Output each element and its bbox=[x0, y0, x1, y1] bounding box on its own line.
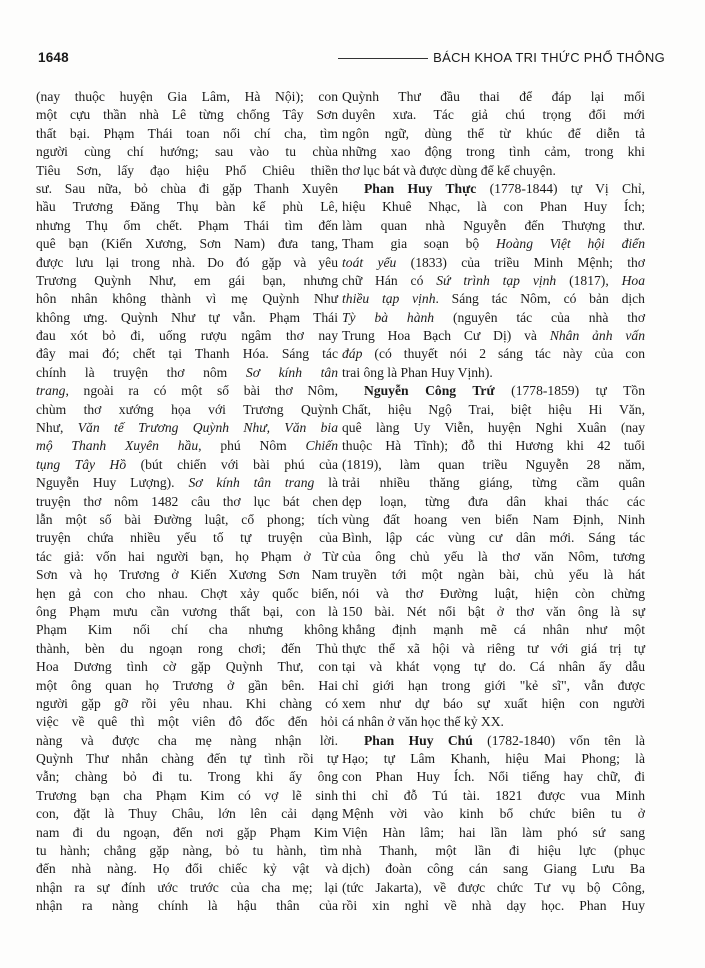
text-segment: trải nhiều thăng giáng, từng cầm quân bbox=[342, 475, 645, 491]
text-line bbox=[36, 750, 338, 768]
text-segment: 150 bài. Nét nổi bật ở thơ văn ông là sự bbox=[342, 603, 645, 619]
text-segment: Quỳnh Thư đầu thai để đáp lại mối bbox=[342, 89, 645, 104]
text-segment: được lưu lại trong nhà. Do đó gặp và yêu bbox=[36, 254, 338, 270]
text-line bbox=[36, 732, 338, 750]
work-title: thiều tạp vịnh bbox=[342, 291, 436, 307]
text-line bbox=[36, 309, 338, 327]
text-line bbox=[342, 456, 645, 474]
text-line bbox=[342, 842, 645, 860]
text-line bbox=[342, 493, 645, 511]
text-segment: thực thể xã hội và riêng tư với giá trị tự bbox=[342, 640, 645, 656]
text-segment: khẳng định mạnh mẽ cá nhân như một bbox=[342, 622, 645, 638]
text-line bbox=[342, 143, 645, 161]
text-segment: cá nhân ở văn học thế kỷ XX. bbox=[342, 714, 504, 730]
text-segment: là bbox=[314, 475, 339, 491]
text-segment: dẹp loạn, từng đưa dân khai thác các bbox=[342, 493, 645, 509]
work-title: mộ Thanh Xuyên hầu bbox=[36, 438, 199, 454]
text-line bbox=[342, 621, 645, 639]
text-line bbox=[36, 143, 338, 161]
text-segment: những xao động trong tình cảm, trong khi bbox=[342, 144, 645, 160]
work-title: tụng Tây Hồ bbox=[36, 456, 127, 472]
text-segment: sư. Sau nữa, bỏ chùa đi gặp Thanh Xuyên bbox=[36, 180, 338, 196]
work-title: Tỳ bà hành bbox=[342, 309, 435, 325]
text-line bbox=[342, 419, 645, 437]
text-segment: hầu Trương Đăng Thụ bàn kế phù Lê, bbox=[36, 199, 338, 215]
text-line bbox=[342, 327, 645, 345]
text-segment: không ưng. Quỳnh Như tự vẫn. Phạm Thái bbox=[36, 309, 338, 325]
text-line bbox=[36, 585, 338, 603]
work-title: trang bbox=[36, 383, 66, 399]
text-segment: thất bại. Phạm Thái toan nối chí cha, tìm bbox=[36, 125, 338, 141]
text-segment: nàng và được cha mẹ nàng nhận lời. bbox=[36, 732, 338, 748]
text-line bbox=[36, 677, 338, 695]
text-segment: con Phan Huy Ích. Nổi tiếng hay chữ, đi bbox=[342, 769, 645, 785]
text-line bbox=[342, 732, 645, 750]
entry-name: Nguyễn Công Trứ bbox=[364, 383, 495, 399]
text-line bbox=[36, 345, 338, 363]
text-line bbox=[342, 474, 645, 492]
text-line bbox=[342, 382, 645, 400]
text-line bbox=[342, 713, 645, 731]
text-line bbox=[36, 290, 338, 308]
text-line bbox=[342, 805, 645, 823]
text-segment: Trung Hoa Bạch Cư Dị) và bbox=[342, 328, 550, 344]
text-line bbox=[36, 842, 338, 860]
text-segment: Tham gia soạn bộ bbox=[342, 236, 496, 252]
text-line bbox=[36, 511, 338, 529]
text-segment: Tiêu Sơn, lấy đạo hiệu Phổ Chiêu thiền bbox=[36, 162, 338, 178]
text-segment: hiệu Khuê Nhạc, là con Phan Huy Ích; bbox=[342, 199, 645, 215]
text-line bbox=[342, 364, 645, 382]
text-line bbox=[342, 658, 645, 676]
text-segment: hẹn gả con cho nhau. Chợt xảy quốc biến, bbox=[36, 585, 338, 601]
text-line bbox=[342, 106, 645, 124]
text-line bbox=[342, 309, 645, 327]
text-segment: Viện Hàn lâm; hai lần làm phó sứ sang bbox=[342, 824, 645, 840]
work-title: Hoa bbox=[621, 272, 646, 288]
text-line bbox=[36, 401, 338, 419]
text-segment: quê bạn (Kiến Xương, Sơn Nam) đưa tang, bbox=[36, 236, 338, 252]
text-segment: trai ông là Phan Huy Vịnh). bbox=[342, 364, 493, 380]
text-line bbox=[36, 254, 338, 272]
work-title: Hoàng Việt hội điển bbox=[495, 236, 646, 252]
text-segment: nhà Thanh, một lần đi hiệu lực (phục bbox=[342, 843, 645, 859]
text-line bbox=[342, 401, 645, 419]
text-segment: một cựu thần nhà Lê từng chống Tây Sơn bbox=[36, 107, 338, 123]
page-header bbox=[38, 46, 665, 70]
text-line bbox=[36, 805, 338, 823]
text-line bbox=[36, 768, 338, 786]
text-line bbox=[342, 217, 645, 235]
text-segment: thuộc Hà Tĩnh); đỗ thi Hương khi 42 tuổi bbox=[342, 438, 645, 454]
text-segment: người cùng chí hướng; sau vào tu chùa bbox=[36, 144, 338, 160]
text-line bbox=[36, 235, 338, 253]
text-segment: Hoa Dương tình cờ gặp Quỳnh Thư, con bbox=[36, 659, 338, 675]
text-segment: Như, bbox=[36, 420, 78, 436]
text-segment: Mệnh vời vào kinh bổ chức biên tu ở bbox=[342, 806, 645, 822]
text-segment: duyên xưa. Tác giả chú trọng đổi mới bbox=[342, 107, 645, 123]
text-line bbox=[36, 493, 338, 511]
text-segment: Phạm Kim nối chí cha nhưng không bbox=[36, 622, 338, 638]
text-segment: (1819), làm quan triều Nguyễn 28 năm, bbox=[342, 456, 645, 472]
text-line bbox=[342, 437, 645, 455]
work-title: Sơ kính tân bbox=[245, 364, 339, 380]
text-line bbox=[36, 327, 338, 345]
text-segment: lẫn một số bài Đường luật, cổ phong; tích bbox=[36, 511, 338, 527]
left-text-column bbox=[36, 88, 338, 916]
text-segment: (1782-1840) vốn tên là bbox=[472, 732, 646, 748]
text-line bbox=[342, 198, 645, 216]
text-segment: Bình, lập các vùng cư dân mới. Sáng tác bbox=[342, 530, 645, 546]
text-segment: ông Phạm mưu cần vương thất bại, con là bbox=[36, 603, 338, 619]
text-line bbox=[36, 180, 338, 198]
entry-name: Phan Huy Thực bbox=[364, 180, 477, 196]
header-rule bbox=[338, 58, 428, 59]
text-line bbox=[36, 437, 338, 455]
text-line bbox=[36, 695, 338, 713]
text-line bbox=[36, 198, 338, 216]
text-segment: nói và thơ Đường luật, hiện còn chừng bbox=[342, 585, 645, 601]
work-title: Chiến bbox=[305, 438, 338, 454]
text-line bbox=[36, 879, 338, 897]
text-segment: đây mai đó; chết tại Thanh Hóa. Sáng tác bbox=[36, 346, 338, 362]
text-segment: thơ lục bát và được dùng để kể chuyện. bbox=[342, 162, 556, 178]
text-line bbox=[36, 603, 338, 621]
text-segment: tác giả: vốn hai người bạn, họ Phạm ở Từ bbox=[36, 548, 338, 564]
text-line bbox=[342, 254, 645, 272]
text-line bbox=[342, 768, 645, 786]
text-segment: truyền tới một ngàn bài, chủ yếu là hát bbox=[342, 567, 645, 583]
work-title: Sơ kính tân trang bbox=[188, 475, 315, 491]
text-line bbox=[342, 824, 645, 842]
text-line bbox=[36, 897, 338, 915]
text-line bbox=[36, 529, 338, 547]
text-segment: chùm thơ xướng họa với Trương Quỳnh bbox=[36, 401, 338, 417]
text-line bbox=[36, 566, 338, 584]
text-segment: chính là truyện thơ nôm bbox=[36, 364, 246, 380]
text-segment: vẫn; chàng bỏ đi tu. Trong khi ấy ông bbox=[36, 769, 338, 785]
text-line bbox=[342, 879, 645, 897]
text-line bbox=[36, 162, 338, 180]
text-segment: (nguyên tác của nhà thơ bbox=[434, 309, 646, 325]
text-line bbox=[342, 88, 645, 106]
right-text-column bbox=[342, 88, 645, 916]
text-segment: xem như dự báo sự xuất hiện con người bbox=[342, 695, 645, 711]
text-segment: (1833) của triều Minh Mệnh; thơ bbox=[396, 254, 645, 270]
text-segment: tại và khát vọng tự do. Cá nhân ấy dẫu bbox=[342, 659, 645, 675]
text-line bbox=[342, 695, 645, 713]
work-title: Sứ trình tạp vịnh bbox=[436, 272, 557, 288]
text-segment: nhận ra nàng chính là hậu thân của bbox=[36, 898, 338, 914]
text-line bbox=[36, 548, 338, 566]
text-segment: đến nhà nàng. Họ đổi chiếc kỷ vật và bbox=[36, 861, 338, 877]
text-segment: dịch) đoàn công cán sang Giang Lưu Ba bbox=[342, 861, 645, 877]
work-title: Nhân ảnh vấn bbox=[549, 328, 645, 344]
text-line bbox=[36, 713, 338, 731]
text-line bbox=[342, 640, 645, 658]
text-segment: nam đi du ngoạn, đến nơi gặp Phạm Kim bbox=[36, 824, 338, 840]
text-segment: tu hành; chẳng gặp nàng, bỏ tu hành, tìm bbox=[36, 843, 338, 859]
text-segment: (bút chiến với bài phú của bbox=[126, 456, 338, 472]
text-segment: (1778-1844) tự Vị Chỉ, bbox=[476, 180, 645, 196]
text-segment: Trương Quỳnh Như, em gái bạn, nhưng bbox=[36, 272, 338, 288]
text-line bbox=[342, 585, 645, 603]
work-title: toát yếu bbox=[342, 254, 397, 270]
text-line bbox=[342, 897, 645, 915]
text-segment: chữ Hán có bbox=[342, 272, 437, 288]
text-segment: truyện thơ nôm 1482 câu thơ lục bát chen bbox=[36, 493, 338, 509]
text-line bbox=[36, 787, 338, 805]
text-line bbox=[342, 603, 645, 621]
text-segment: , phú Nôm bbox=[198, 438, 306, 454]
text-line bbox=[342, 511, 645, 529]
text-segment: chỉ giới hạn trong giới "kẻ sĩ", vẫn được bbox=[342, 677, 645, 693]
text-line bbox=[342, 162, 645, 180]
text-line bbox=[36, 419, 338, 437]
text-line bbox=[36, 640, 338, 658]
text-line bbox=[342, 677, 645, 695]
text-segment: ngôn ngữ, dùng thể từ khúc để diễn tả bbox=[342, 125, 645, 141]
text-segment: người gặp gỡ rồi yêu nhau. Khi chàng có bbox=[36, 695, 338, 711]
text-segment: Hạo; tự Lâm Khanh, hiệu Mai Phong; là bbox=[342, 751, 645, 767]
text-segment: Quỳnh Thư nhắn chàng đến tự tình rồi tự bbox=[36, 751, 338, 767]
text-segment: đau xót bỏ đi, uống rượu ngâm thơ nay bbox=[36, 328, 338, 344]
text-segment: vùng đất hoang ven biển Nam Định, Ninh bbox=[342, 511, 645, 527]
running-title: BÁCH KHOA TRI THỨC PHỔ THÔNG bbox=[433, 50, 665, 65]
text-segment: Chất, hiệu Ngộ Trai, biệt hiệu Hi Văn, bbox=[342, 401, 645, 417]
text-line bbox=[36, 217, 338, 235]
text-line bbox=[342, 787, 645, 805]
text-line bbox=[342, 750, 645, 768]
text-segment: truyện chứa nhiều yếu tố tự truyện của bbox=[36, 530, 338, 546]
text-line bbox=[342, 180, 645, 198]
text-line bbox=[342, 566, 645, 584]
text-line bbox=[36, 456, 338, 474]
text-segment: nhưng Thụ ốm chết. Phạm Thái tìm đến bbox=[36, 217, 338, 233]
text-line bbox=[36, 106, 338, 124]
text-line bbox=[342, 548, 645, 566]
text-segment: . Sáng tác Nôm, có bản dịch bbox=[435, 291, 645, 307]
text-line bbox=[36, 824, 338, 842]
text-segment: việc về quê thì một viên đô đốc đến hỏi bbox=[36, 714, 338, 730]
text-line bbox=[36, 621, 338, 639]
work-title: đáp bbox=[342, 346, 363, 362]
text-line bbox=[36, 474, 338, 492]
text-line bbox=[342, 235, 645, 253]
text-line bbox=[36, 364, 338, 382]
text-segment: hôn nhân không thành vì mẹ Quỳnh Như bbox=[36, 291, 338, 307]
text-segment: (nay thuộc huyện Gia Lâm, Hà Nội); con bbox=[36, 89, 338, 104]
text-line bbox=[342, 125, 645, 143]
text-segment: (1817), bbox=[556, 272, 622, 288]
text-segment: một ông quan họ Trương ở gần bên. Hai bbox=[36, 677, 338, 693]
text-segment: quê làng Uy Viễn, huyện Nghi Xuân (nay bbox=[342, 420, 645, 436]
text-line bbox=[36, 382, 338, 400]
text-line bbox=[36, 658, 338, 676]
text-segment: thành, bèn du ngoạn rong chơi; đến Thủ bbox=[36, 640, 338, 656]
text-line bbox=[36, 125, 338, 143]
text-segment: thi chỉ đỗ Tú tài. 1821 được vua Minh bbox=[342, 787, 645, 803]
text-segment: Nguyễn Huy Lượng). bbox=[36, 475, 189, 491]
text-segment: (1778-1859) tự Tồn bbox=[494, 383, 645, 399]
text-line bbox=[36, 272, 338, 290]
text-segment: làm quan nhà Nguyễn đến Thượng thư. bbox=[342, 217, 645, 233]
text-line bbox=[342, 290, 645, 308]
text-line bbox=[342, 272, 645, 290]
entry-name: Phan Huy Chú bbox=[364, 732, 473, 748]
text-segment: nhận ra sự đính ước trước của cha mẹ; lại bbox=[36, 879, 338, 895]
text-line bbox=[342, 529, 645, 547]
text-segment: (có thuyết nói 2 sáng tác này của con bbox=[362, 346, 645, 362]
text-line bbox=[342, 345, 645, 363]
text-line bbox=[342, 860, 645, 878]
work-title: Văn tế Trương Quỳnh Như, Văn bia bbox=[77, 420, 338, 436]
text-line bbox=[36, 860, 338, 878]
text-segment: rồi xin nghỉ về nhà dạy học. Phan Huy bbox=[342, 898, 645, 914]
text-segment: Trương bạn cha Phạm Kim có vợ lẽ sinh bbox=[36, 787, 338, 803]
text-segment: con, đặt là Thuy Châu, lớn lên cải dạng bbox=[36, 806, 338, 822]
text-line bbox=[36, 88, 338, 106]
text-segment: của ông chủ yếu là thơ văn Nôm, tương bbox=[342, 548, 645, 564]
text-segment: Sơn và họ Trương ở Kiến Xương Sơn Nam bbox=[36, 567, 338, 583]
text-segment: , ngoài ra có một số bài thơ Nôm, bbox=[65, 383, 338, 399]
text-segment: (tức Jakarta), về được chức Tư vụ bộ Công, bbox=[342, 879, 645, 895]
page-number: 1648 bbox=[38, 50, 69, 65]
